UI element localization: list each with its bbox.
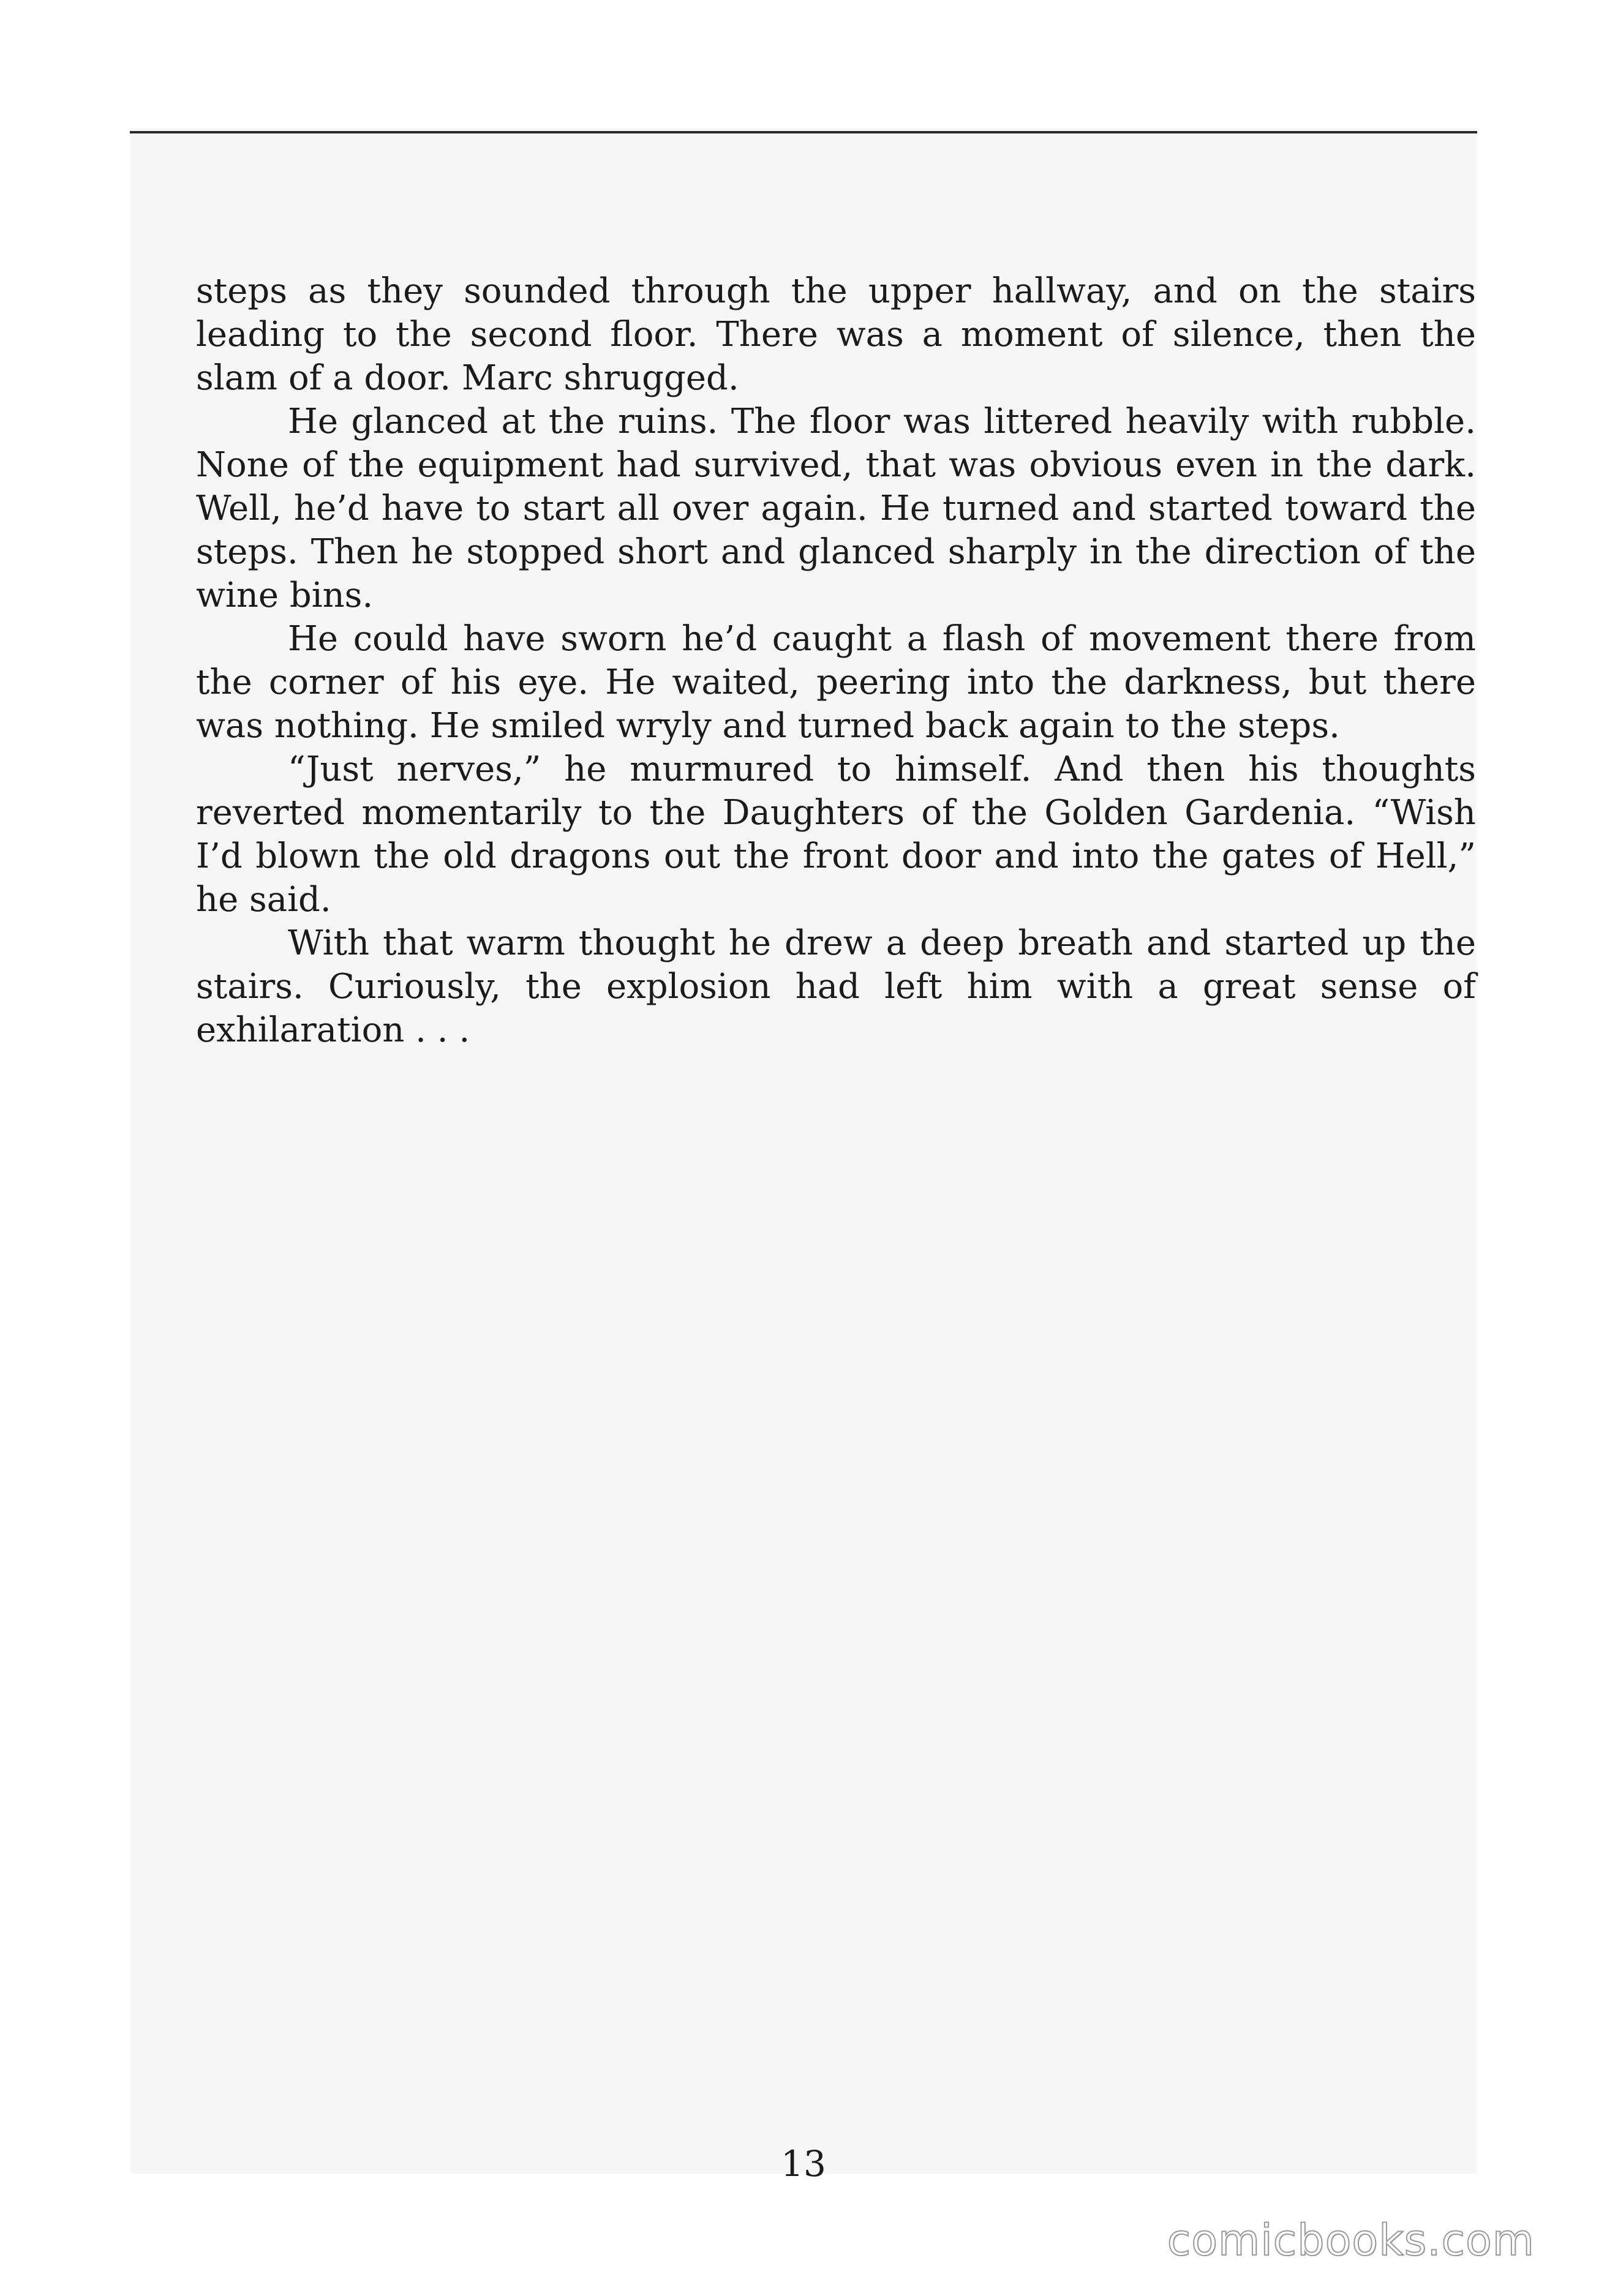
- paragraph-2: He glanced at the ruins. The floor was littered heavily with rubble. None of the equipment had survived, that was obvious even in the dark. Well, he’d have to start all over again. He turned and started toward the steps. Then he stopped short and glanced sharply in the direction of the wine bins.: [196, 402, 1476, 615]
- body-text: [196, 269, 1476, 1052]
- paragraph-1: steps as they sounded through the upper hallway, and on the stairs leading to the second floor. There was a moment of silence, then the slam of a door. Marc shrugged.: [196, 271, 1476, 398]
- page-number: 13: [781, 2143, 826, 2185]
- paragraph-4: “Just nerves,” he murmured to himself. And then his thoughts reverted momentarily to the Daughters of the Golden Gardenia. “Wish I’d blown the old dragons out the front door and into the gates of Hell,” he said.: [196, 749, 1476, 920]
- paragraph-5: With that warm thought he drew a deep breath and started up the stairs. Curiously, the explosion had left him with a great sense of exhilaration . . .: [196, 923, 1476, 1050]
- site-watermark: comicbooks.com: [1167, 2215, 1535, 2265]
- paragraph-3: He could have sworn he’d caught a flash of movement there from the corner of his eye. He waited, peering into the darkness, but there was nothing. He smiled wryly and turned back again to the steps.: [196, 619, 1476, 746]
- top-rule-line: [130, 131, 1477, 133]
